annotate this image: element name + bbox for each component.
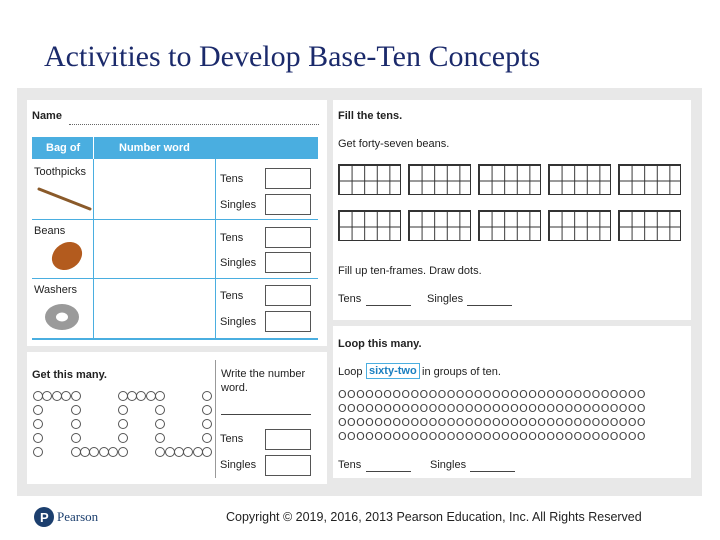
copyright-text: Copyright © 2019, 2016, 2013 Pearson Education, Inc. All Rights Reserved (226, 510, 642, 524)
loop-prefix: Loop (338, 366, 363, 378)
ten-frame[interactable] (478, 210, 541, 241)
pearson-p-icon (34, 507, 54, 527)
bean-icon (47, 238, 87, 274)
write-number-label-2: word. (221, 382, 248, 394)
counter-circle (108, 447, 118, 457)
col-number-word: Number word (119, 142, 190, 154)
ten-frame[interactable] (618, 164, 681, 195)
worksheet-image (17, 88, 702, 496)
pearson-wordmark: Pearson (57, 509, 99, 524)
tens-label: Tens (220, 232, 244, 244)
ten-frame[interactable] (338, 164, 401, 195)
tens-label: Tens (338, 293, 362, 305)
counter-circle (89, 447, 99, 457)
counter-circle (136, 391, 146, 401)
ten-frame[interactable] (408, 210, 471, 241)
ten-frames (333, 100, 691, 260)
singles-box[interactable] (265, 194, 311, 215)
dot-pattern (27, 352, 217, 484)
counter-circle (118, 405, 128, 415)
singles-box[interactable] (265, 311, 311, 332)
counter-circle (33, 433, 43, 443)
forty-seven-instruction: Get forty-seven beans. (338, 138, 450, 150)
counter-circle (202, 433, 212, 443)
tens-label: Tens (338, 459, 362, 471)
tens-line (366, 305, 411, 306)
singles-box[interactable] (265, 252, 311, 273)
counter-circle (155, 391, 165, 401)
ten-frame[interactable] (478, 164, 541, 195)
circle-rows: OOOOOOOOOOOOOOOOOOOOOOOOOOOOOOOOOO OOOOOOOOOOOOOOOOOOOOOOOOOOOOOOOOOO OOOOOOOOOOOOOOOOOOOOOOOOOOOOOOOOOO OOOOOOOOOOOOOOOOOOOOOOOOOOOOOOOOOO (338, 388, 646, 443)
counter-circle (118, 433, 128, 443)
tens-label: Tens (220, 173, 244, 185)
tens-box[interactable] (265, 168, 311, 189)
slide-title: Activities to Develop Base-Ten Concepts (44, 40, 541, 73)
singles-label: Singles (427, 293, 464, 305)
counter-circle (155, 419, 165, 429)
bag-table-panel (27, 100, 327, 346)
counter-circle (71, 419, 81, 429)
tens-box[interactable] (265, 285, 311, 306)
row-item-label: Washers (34, 284, 77, 296)
counter-circle (71, 391, 81, 401)
singles-label: Singles (220, 199, 257, 211)
ten-frame[interactable] (548, 210, 611, 241)
counter-circle (42, 391, 52, 401)
singles-label: Singles (220, 257, 257, 269)
ten-frame[interactable] (548, 164, 611, 195)
counter-circle (155, 433, 165, 443)
counter-circle (61, 391, 71, 401)
ten-frame[interactable] (408, 164, 471, 195)
toothpick-icon (35, 186, 93, 212)
counter-circle (71, 405, 81, 415)
row-item-label: Toothpicks (34, 166, 86, 178)
fill-the-tens-heading: Fill the tens. (338, 110, 403, 122)
tens-line (366, 471, 411, 472)
singles-line (470, 471, 515, 472)
tens-box[interactable] (265, 429, 311, 450)
counter-circle (155, 447, 165, 457)
counter-circle (202, 391, 212, 401)
singles-label: Singles (220, 459, 257, 471)
fill-the-tens-panel (333, 100, 691, 320)
counter-circle (71, 433, 81, 443)
row-item-label: Beans (34, 225, 66, 237)
ten-frame[interactable] (618, 210, 681, 241)
singles-label: Singles (220, 316, 257, 328)
loop-this-many-panel (333, 326, 691, 478)
get-this-many-heading: Get this many. (32, 369, 107, 381)
counter-circle (33, 405, 43, 415)
pearson-logo (34, 506, 114, 528)
table-header (32, 137, 318, 159)
singles-line (467, 305, 512, 306)
counter-circle (183, 447, 193, 457)
ten-frame[interactable] (338, 210, 401, 241)
counter-circle (33, 419, 43, 429)
write-number-label: Write the number (221, 368, 306, 380)
counter-circle (202, 405, 212, 415)
name-label: Name (32, 110, 62, 122)
tens-label: Tens (220, 433, 244, 445)
counter-circle (193, 447, 203, 457)
counter-circle (155, 405, 165, 415)
name-line (69, 124, 319, 125)
loop-this-many-heading: Loop this many. (338, 338, 422, 350)
col-bag: Bag of (46, 142, 81, 154)
svg-text:P: P (40, 510, 49, 525)
tens-label: Tens (220, 290, 244, 302)
get-this-many-panel (27, 352, 327, 484)
counter-circle (202, 419, 212, 429)
washer-icon (42, 300, 82, 334)
counter-circle (118, 447, 128, 457)
fill-instruction: Fill up ten-frames. Draw dots. (338, 265, 482, 277)
loop-suffix: in groups of ten. (422, 366, 501, 378)
number-word-line (221, 414, 311, 415)
singles-label: Singles (430, 459, 467, 471)
tens-box[interactable] (265, 227, 311, 248)
loop-number: sixty-two (366, 363, 420, 379)
counter-circle (202, 447, 212, 457)
singles-box[interactable] (265, 455, 311, 476)
counter-circle (118, 419, 128, 429)
counter-circle (33, 447, 43, 457)
